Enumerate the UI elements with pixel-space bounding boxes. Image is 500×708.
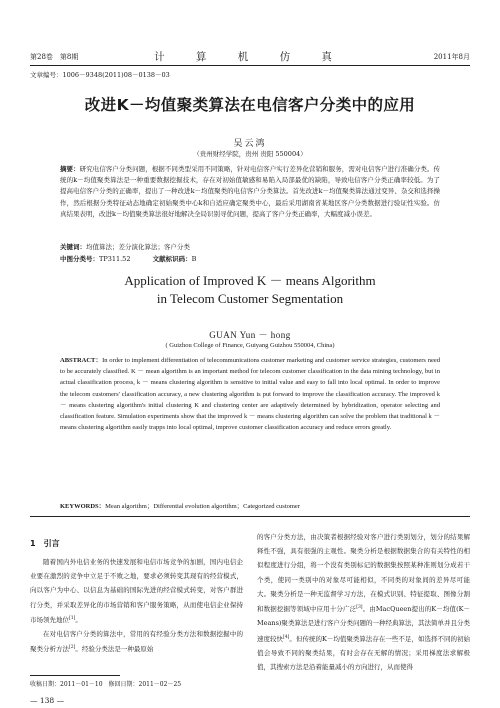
paper-title: 改进K－均值聚类算法在电信客户分类中的应用 (84, 96, 416, 114)
right-column (257, 530, 470, 674)
citation-4: [4] (283, 634, 290, 640)
citation-1: [1] (69, 615, 76, 621)
issue-date: 2011年8月 (433, 53, 470, 61)
chinese-abstract (60, 164, 440, 220)
clc-value: TP311.52 (99, 255, 131, 263)
running-header (30, 50, 470, 64)
keywords (60, 242, 440, 251)
intro-paragraph-continued: 的客户分类方法，由决策者根据经验对客户进行类别划分，划分的结果解释性不强，具有很强的主观性。聚类分析是根据数据集合的有关特性的相似程度进行分组，将一个没有类别标记的数据集按照某种准则划分成若干个类，使同一类别中的对象尽可能相似，不同类的对象间的差异尽可能大。聚类分析是一种无监督学习方法，在模式识别、特征提取、图像分割和数据挖掘等领域中应用十分广泛[3]。由MacQueen提出的K－均值(K－Means)聚类算法是进行客户分类问题的一种经典算法，其法简单并且分类速度较快[4]。但传统的K－均值聚类算法存在一些不足，如选择不同的初始值会导致不同的聚类结果，有时会存在无解的情况；采用梯度法求解极值，其搜索方法是沿着能量减小的方向进行，从而使得 (257, 533, 471, 672)
english-keywords-text: Mean algorithm；Differential evolution algorithm；Categorized customer (105, 503, 300, 510)
english-abstract-text: In order to implement differentiation of telecommunications customer marketing and customer service strategies, customers need to be accurately classified. K － mean algorithm is an important method for telecom customer classification in the data mining technology, but in actual classification process, k － means clustering algorithm is sensitive to initial value and easy to fall into local optimal. In order to improve the telecom customers' classification accuracy, a new clustering algorithm is put forward to improve the classification accuracy. The improved k － means clustering algorithm's initial clustering K and clustering center are adaptively determined by hybridization, operator selecting and classification feature. Simulation experiments show that the improved k － means clustering algorithm can solve the problem that traditional k － means clustering algorithm easily trapps into local optimal, improve customer classification accuracy and reduce errors greatly. (60, 357, 440, 432)
clc-label: 中图分类号： (60, 255, 99, 263)
left-column (30, 536, 243, 657)
footnote-dates: 收稿日期：2011－01－10 修回日期：2011－02－25 (30, 681, 182, 688)
doc-code-label: 文献标识码： (152, 255, 192, 263)
intro-paragraph-2: 在对电信客户分类的算法中，常用的有经验分类方法和数据挖掘中的聚类分析方法[2]。经验分类法是一种最原始 (30, 630, 243, 654)
english-abstract-label: ABSTRACT： (60, 357, 103, 364)
section-heading: 1 引言 (30, 539, 60, 548)
citation-2: [2] (69, 645, 76, 651)
keywords-text: 均值算法；差分演化算法；客户分类 (86, 243, 190, 251)
english-title (30, 272, 470, 308)
english-abstract (60, 355, 440, 433)
header-rule (30, 65, 470, 66)
english-affiliation: ( Guizhou College of Finance, Guiyang Guizhou 550004, China) (165, 342, 335, 349)
keywords-label: 关键词： (60, 243, 86, 251)
english-author: GUAN Yun － hong (209, 330, 291, 340)
english-title-line1: Application of Improved K － means Algorithm (124, 273, 376, 288)
intro-paragraph-1: 随着国内外电信业务的快速发展和电信市场竞争的加剧，国内电信企业要在激烈的竞争中立足于不败之地，要求必须转变其现有的经营模式，向以客户为中心、以信息为基础的国际先进的经营模式转变，对客户群进行分类，并采取差异化的市场营销和客户服务策略，从而使电信企业保持市场领先地位[1]。 (30, 558, 243, 624)
journal-name: 计 算 机 仿 真 (154, 51, 346, 63)
journal-volume: 第28卷 第8期 (30, 53, 79, 61)
classification (60, 254, 440, 263)
footnote-rule (30, 675, 120, 676)
author: 吴云鸿 (233, 139, 267, 149)
abstract-rule (30, 516, 470, 517)
english-keywords-label: KEYWORDS： (60, 503, 106, 510)
english-keywords (60, 501, 440, 510)
page-number: — 138 — (30, 696, 65, 705)
abstract-label: 摘要： (60, 165, 80, 173)
doc-code-value: B (191, 255, 197, 263)
english-title-line2: in Telecom Customer Segmentation (156, 291, 344, 306)
abstract-text: 研究电信客户分类问题，根据不同类型采用不同策略，针对电信客户实行差异化营销和服务，需对电信客户进行准确分类。传统的k－均值聚类算法是一种重要数据挖掘技术，存在对初始值敏感和易陷入局部最优的缺陷，导致电信客户分类正确率较低。为了提高电信客户分类的正确率，提出了一种改进k－均值聚类的电信客户分类算法。首先改进k－均值聚类算法通过变异、杂交和选择操作，然后根据分类特征动态地确定初始聚类中心k和自适应确定聚类中心，最后采用湖南省某地区客户分类数据进行验证性实验。仿真结果表明，改进k－均值聚类算法很好地解决全局识别寻优问题，提高了客户分类正确率，大幅度减小误差。 (60, 165, 441, 218)
article-number: 文章编号：1006－9348(2011)08－0138－03 (30, 71, 170, 79)
citation-3: [3] (356, 605, 363, 611)
affiliation: （贵州财经学院，贵州 贵阳 550004） (193, 150, 307, 158)
